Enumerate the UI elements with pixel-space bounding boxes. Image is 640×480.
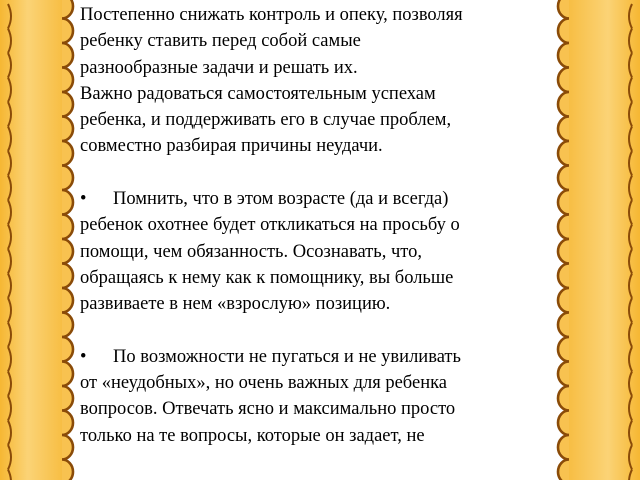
text-line: развиваете в нем «взрослую» позицию. — [80, 294, 391, 315]
scallop-left — [62, 68, 73, 93]
text-line: По возможности не пугаться и не увиливать — [113, 346, 461, 367]
text-line: обращаясь к нему как к помощнику, вы больше — [80, 267, 454, 288]
text-line: Постепенно снижать контроль и опеку, позволяя — [80, 5, 463, 25]
scallop-outer-left — [8, 127, 11, 152]
scallop-left — [62, 460, 73, 480]
scallop-outer-right — [629, 372, 632, 397]
scallop-outer-right — [629, 78, 632, 103]
scallop-left — [62, 19, 73, 44]
scallop-outer-right — [629, 176, 632, 201]
blank-line — [80, 160, 580, 186]
scallop-outer-left — [8, 298, 11, 323]
scallop-outer-left — [8, 323, 11, 348]
scallop-outer-left — [8, 274, 11, 299]
scallop-outer-left — [8, 225, 11, 250]
document-text — [80, 2, 580, 449]
bullet-symbol: • — [80, 346, 87, 367]
scallop-outer-left — [8, 396, 11, 421]
scallop-left — [62, 313, 73, 338]
scallop-outer-right — [629, 200, 632, 225]
scallop-outer-left — [8, 249, 11, 274]
scallop-left — [62, 337, 73, 362]
scallop-outer-right — [629, 396, 632, 421]
scallop-outer-right — [629, 4, 632, 29]
scallop-outer-right — [629, 274, 632, 299]
scallop-outer-right — [629, 347, 632, 372]
scallop-outer-left — [8, 372, 11, 397]
text-line: ребенку ставить перед собой самые — [80, 31, 361, 52]
text-line: Важно радоваться самостоятельным успехам — [80, 83, 436, 104]
scallop-outer-left — [8, 4, 11, 29]
scallop-left — [62, 117, 73, 142]
scallop-outer-left — [8, 29, 11, 54]
scallop-left — [62, 43, 73, 68]
scallop-left — [62, 386, 73, 411]
scallop-outer-left — [8, 470, 11, 480]
scallop-left — [62, 435, 73, 460]
scallop-left — [62, 239, 73, 264]
scallop-outer-left — [8, 78, 11, 103]
scallop-outer-right — [629, 151, 632, 176]
bullet-item-start — [80, 186, 580, 212]
scallop-left — [62, 288, 73, 313]
scallop-outer-right — [629, 225, 632, 250]
scallop-left — [62, 0, 73, 19]
scallop-outer-right — [629, 445, 632, 470]
scallop-outer-left — [8, 53, 11, 78]
scallop-outer-right — [629, 102, 632, 127]
text-line: совместно разбирая причины неудачи. — [80, 136, 383, 157]
scallop-left — [62, 166, 73, 191]
scallop-left — [62, 411, 73, 436]
scallop-outer-right — [629, 298, 632, 323]
scallop-outer-right — [629, 249, 632, 274]
scallop-left — [62, 190, 73, 215]
scallop-right — [558, 460, 569, 480]
text-line: ребенок охотнее будет откликаться на просьбу о — [80, 215, 460, 236]
scallop-outer-left — [8, 102, 11, 127]
scallop-outer-left — [8, 347, 11, 372]
scallop-outer-right — [629, 53, 632, 78]
scallop-outer-left — [8, 176, 11, 201]
text-line: разнообразные задачи и решать их. — [80, 57, 358, 78]
scallop-left — [62, 264, 73, 289]
scallop-outer-left — [8, 200, 11, 225]
text-line: только на те вопросы, которые он задает, не — [80, 425, 425, 446]
text-line: вопросов. Отвечать ясно и максимально просто — [80, 399, 456, 420]
text-line: помощи, чем обязанность. Осознавать, что, — [80, 241, 422, 262]
scallop-outer-right — [629, 470, 632, 480]
text-line: от «неудобных», но очень важных для ребенка — [80, 373, 448, 394]
scallop-outer-left — [8, 421, 11, 446]
scallop-outer-left — [8, 151, 11, 176]
scallop-outer-right — [629, 127, 632, 152]
bullet-item-start — [80, 344, 580, 370]
scallop-outer-right — [629, 421, 632, 446]
scallop-outer-left — [8, 445, 11, 470]
scallop-left — [62, 141, 73, 166]
scallop-outer-right — [629, 323, 632, 348]
scallop-left — [62, 92, 73, 117]
scallop-left — [62, 215, 73, 240]
blank-line — [80, 318, 580, 344]
scallop-outer-right — [629, 29, 632, 54]
text-line: Помнить, что в этом возрасте (да и всегда) — [113, 189, 449, 210]
bullet-symbol: • — [80, 189, 87, 210]
text-line: ребенка, и поддерживать его в случае проблем, — [80, 110, 452, 131]
scallop-left — [62, 362, 73, 387]
